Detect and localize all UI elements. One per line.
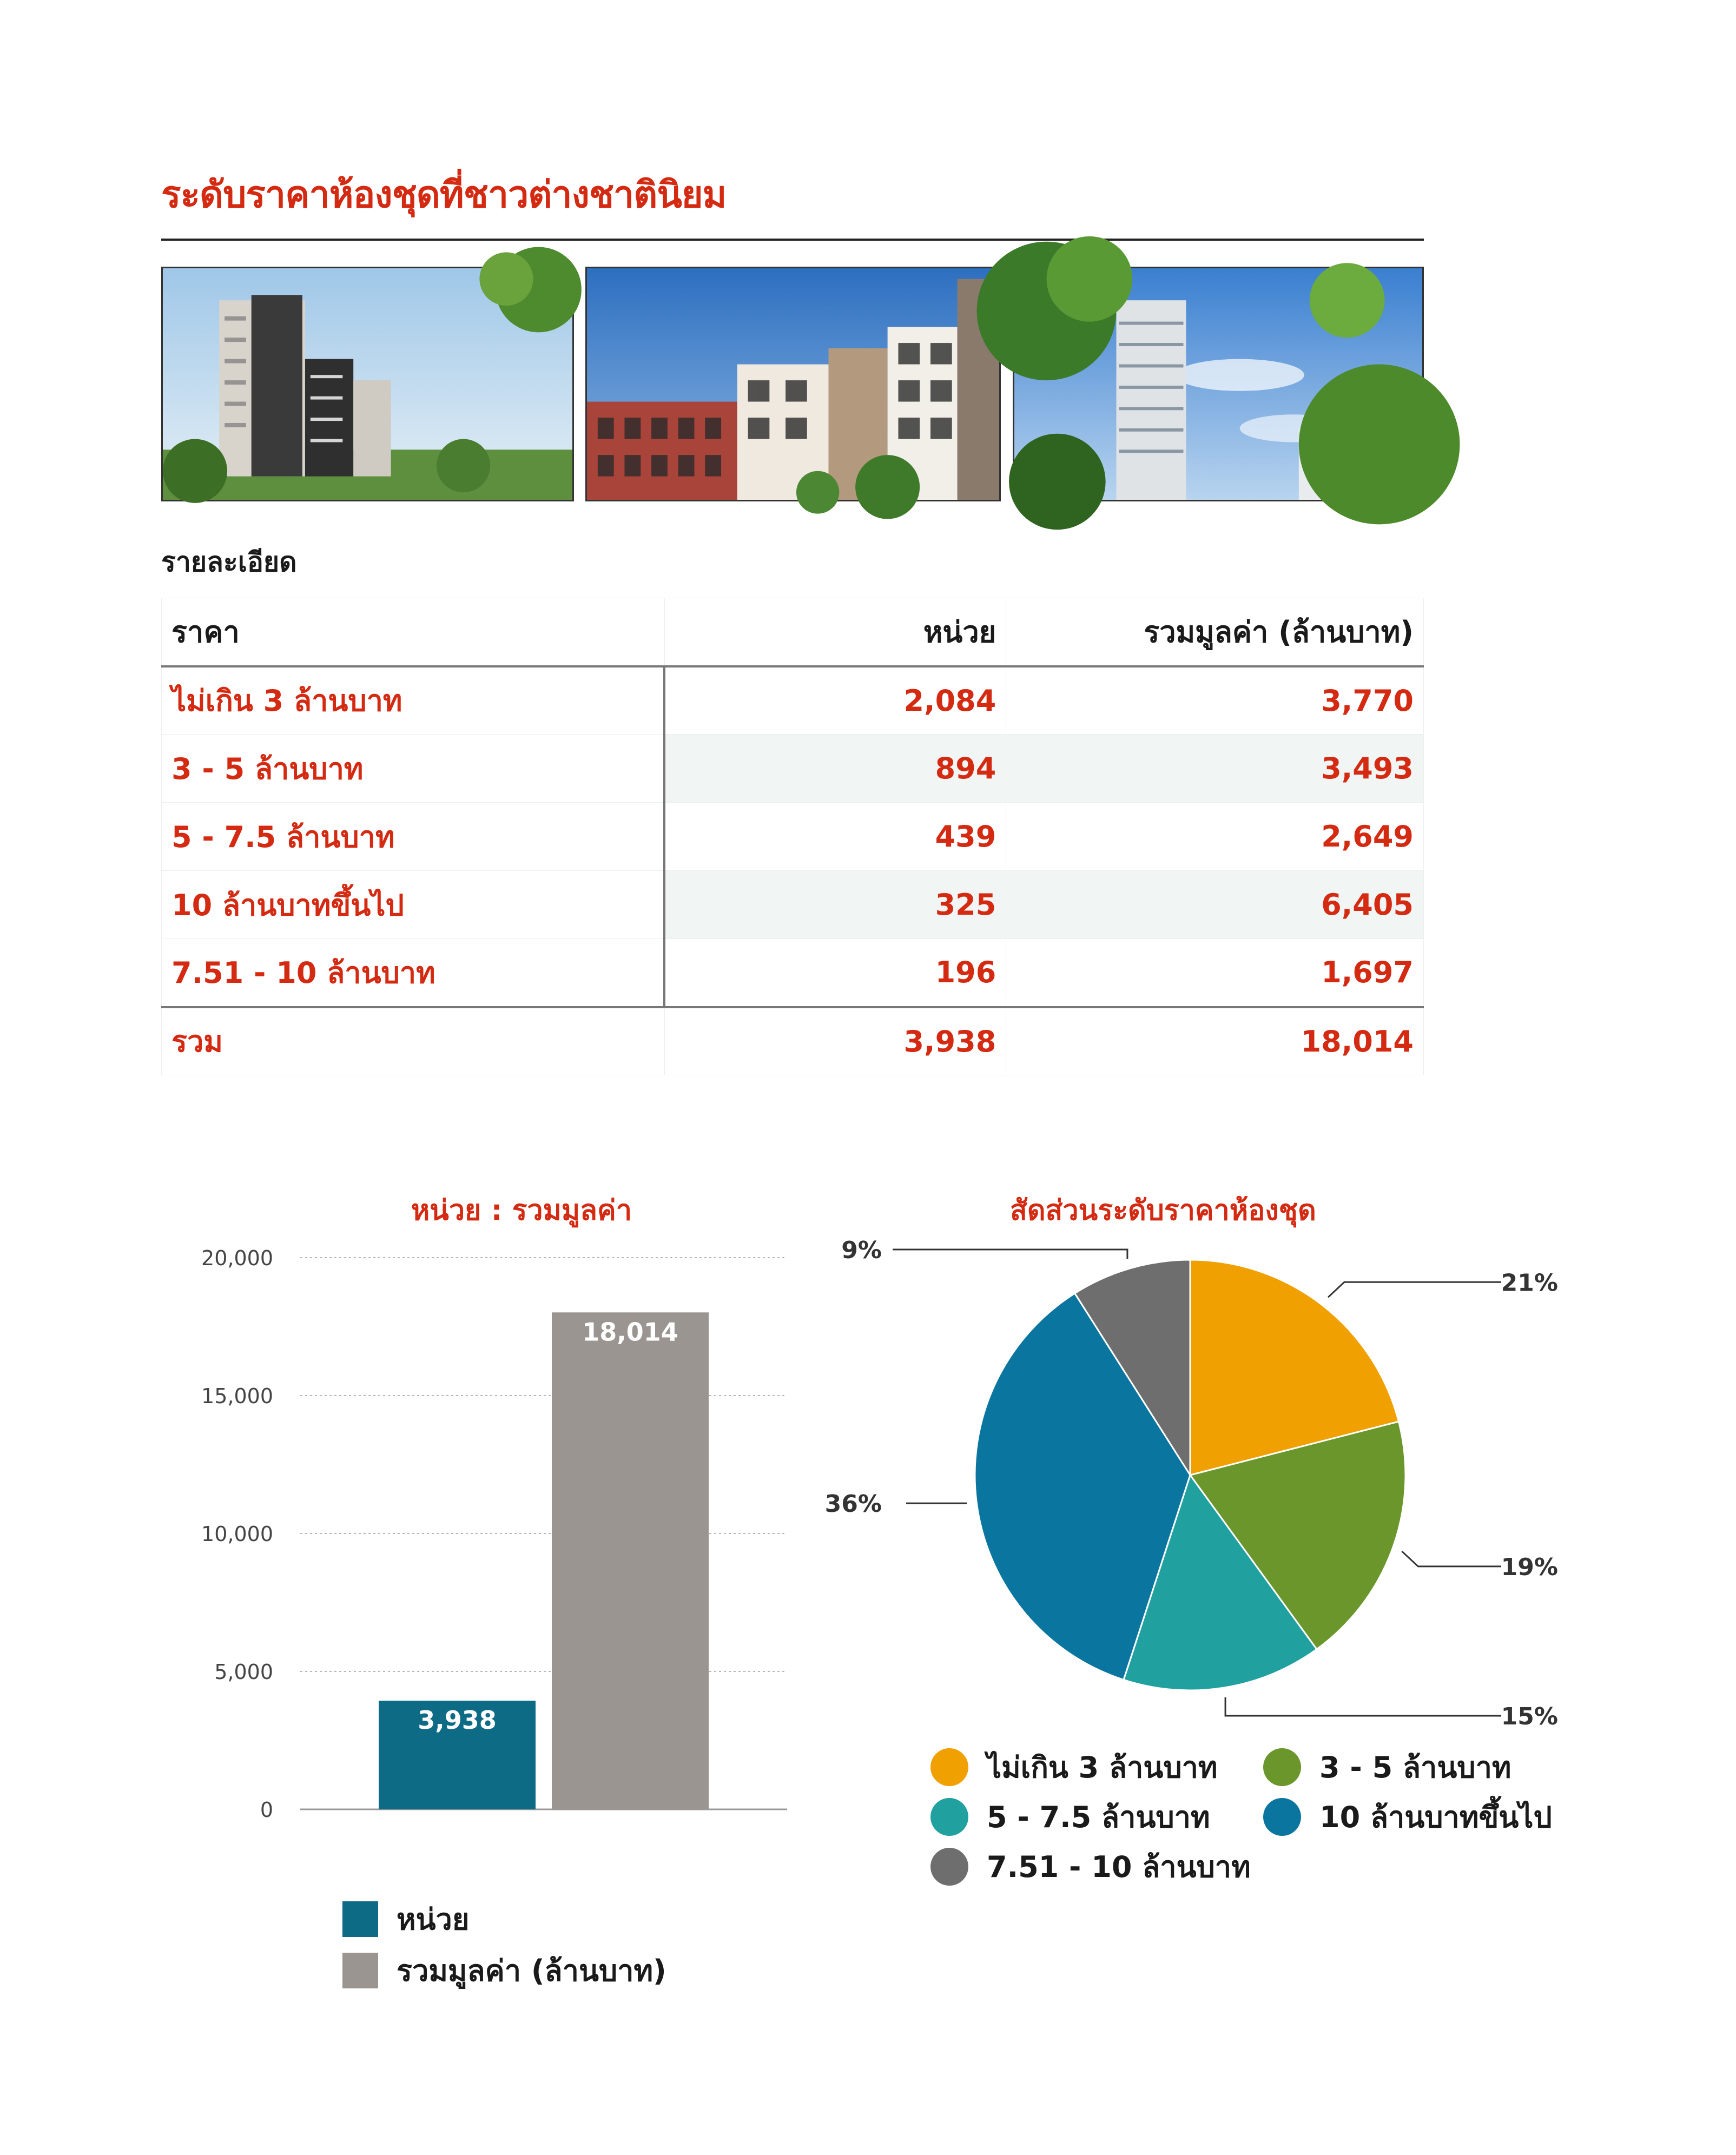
- column-header-total-value: รวมมูลค่า (ล้านบาท): [1006, 598, 1424, 666]
- units-cell: 196: [664, 939, 1006, 1007]
- table-row: [162, 939, 1424, 1007]
- legend-label: หน่วย: [397, 1902, 470, 1936]
- bar-data-label: 18,014: [582, 1317, 678, 1347]
- bar-chart: [162, 1233, 811, 1845]
- leader-line: [893, 1250, 1127, 1259]
- pie-percent-label: 21%: [1501, 1269, 1558, 1297]
- photo-townhouses: [585, 267, 1001, 501]
- value-cell: 2,649: [1006, 803, 1424, 871]
- legend-item-7-51-10m: [930, 1843, 1251, 1890]
- units-cell: 894: [664, 735, 1006, 803]
- leader-line: [1328, 1282, 1501, 1297]
- bar-chart-title: หน่วย : รวมมูลค่า: [411, 1194, 632, 1227]
- table-header-row: [162, 598, 1424, 666]
- price-cell: 10 ล้านบาทขึ้นไป: [162, 871, 665, 939]
- table-row: [162, 871, 1424, 939]
- pie-percent-label: 19%: [1501, 1553, 1558, 1581]
- pie-percent-label: 9%: [841, 1237, 882, 1264]
- legend-item-units: [342, 1896, 469, 1942]
- units-cell: 325: [664, 871, 1006, 939]
- pie-percent-label: 15%: [1501, 1703, 1558, 1730]
- bar: [552, 1312, 709, 1809]
- legend-item-under-3m: [930, 1744, 1218, 1790]
- value-cell: 6,405: [1006, 871, 1424, 939]
- price-table: [161, 598, 1424, 1075]
- legend-dot: [930, 1798, 968, 1836]
- legend-label: รวมมูลค่า (ล้านบาท): [397, 1954, 666, 1988]
- price-cell: 5 - 7.5 ล้านบาท: [162, 803, 665, 871]
- pie-chart-title: สัดส่วนระดับราคาห้องชุด: [1010, 1194, 1316, 1227]
- y-tick-label: 5,000: [214, 1660, 273, 1684]
- table-row: [162, 803, 1424, 871]
- legend-dot: [930, 1848, 968, 1886]
- table-row: [162, 735, 1424, 803]
- units-cell: 2,084: [664, 666, 1006, 735]
- legend-swatch: [342, 1953, 378, 1988]
- legend-item-10m-plus: [1263, 1794, 1552, 1840]
- page-title: ระดับราคาห้องชุดที่ชาวต่างชาตินิยม: [161, 174, 727, 216]
- legend-label: 7.51 - 10 ล้านบาท: [987, 1850, 1251, 1884]
- column-header-units: หน่วย: [664, 598, 1006, 666]
- price-cell: 3 - 5 ล้านบาท: [162, 735, 665, 803]
- price-cell: 7.51 - 10 ล้านบาท: [162, 939, 665, 1007]
- column-header-price: ราคา: [162, 598, 665, 666]
- legend-label: 3 - 5 ล้านบาท: [1319, 1750, 1511, 1784]
- y-tick-label: 10,000: [201, 1522, 273, 1546]
- value-cell: 1,697: [1006, 939, 1424, 1007]
- legend-label: 5 - 7.5 ล้านบาท: [987, 1800, 1210, 1834]
- title-divider: [161, 239, 1424, 241]
- legend-dot: [1263, 1798, 1301, 1836]
- pie-percent-label: 36%: [824, 1490, 882, 1518]
- total-value-cell: 18,014: [1006, 1007, 1424, 1075]
- section-label: รายละเอียด: [161, 546, 297, 578]
- legend-label: 10 ล้านบาทขึ้นไป: [1319, 1800, 1552, 1834]
- photo-tower-with-trees: [1013, 267, 1424, 501]
- leader-line: [1225, 1697, 1501, 1716]
- units-cell: 439: [664, 803, 1006, 871]
- table-total-row: [162, 1007, 1424, 1075]
- leader-line: [1402, 1551, 1501, 1566]
- y-tick-label: 15,000: [201, 1384, 273, 1408]
- table-row: [162, 666, 1424, 735]
- bar-data-label: 3,938: [418, 1706, 497, 1735]
- legend-label: ไม่เกิน 3 ล้านบาท: [987, 1750, 1218, 1784]
- photo-apartment-towers: [161, 267, 574, 501]
- legend-item-total-value: [342, 1947, 666, 1994]
- total-label-cell: รวม: [162, 1007, 665, 1075]
- legend-item-3-5m: [1263, 1744, 1511, 1790]
- y-tick-label: 0: [260, 1798, 273, 1822]
- legend-dot: [1263, 1748, 1301, 1786]
- pie-chart: [811, 1212, 1623, 1730]
- price-cell: ไม่เกิน 3 ล้านบาท: [162, 666, 665, 735]
- legend-dot: [930, 1748, 968, 1786]
- value-cell: 3,770: [1006, 666, 1424, 735]
- total-units-cell: 3,938: [664, 1007, 1006, 1075]
- legend-swatch: [342, 1901, 378, 1937]
- legend-item-5-7-5m: [930, 1794, 1210, 1840]
- value-cell: 3,493: [1006, 735, 1424, 803]
- y-tick-label: 20,000: [201, 1246, 273, 1270]
